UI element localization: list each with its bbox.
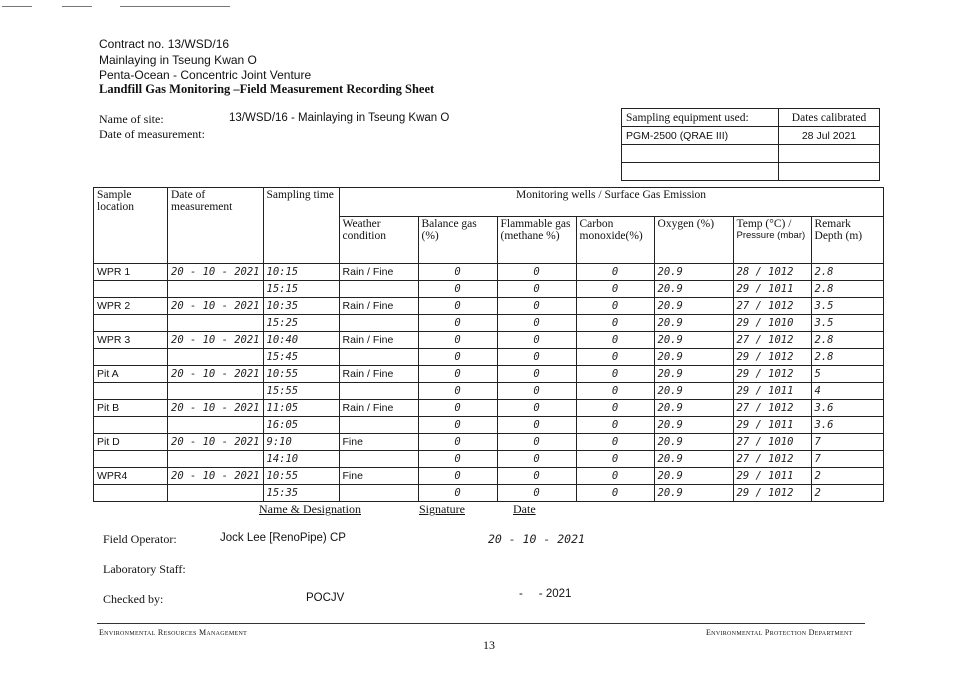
equipment-header: Sampling equipment used: bbox=[622, 109, 779, 127]
cell-flammable-gas: 0 bbox=[497, 281, 576, 298]
cell-balance-gas: 0 bbox=[418, 451, 497, 468]
cell-balance-gas: 0 bbox=[418, 315, 497, 332]
cell-time: 15:25 bbox=[263, 315, 339, 332]
cell-temp-pressure: 27 / 1012 bbox=[733, 451, 811, 468]
cell-depth: 2.8 bbox=[811, 349, 883, 366]
header-date: Date of measurement bbox=[168, 188, 264, 264]
table-row bbox=[94, 315, 884, 332]
cell-location bbox=[94, 485, 168, 502]
page-number: 13 bbox=[483, 638, 495, 652]
site-name-value: 13/WSD/16 - Mainlaying in Tseung Kwan O bbox=[229, 112, 450, 124]
equipment-value: PGM-2500 (QRAE III) bbox=[622, 127, 779, 145]
cell-time: 9:10 bbox=[263, 434, 339, 451]
cell-carbon-monoxide: 0 bbox=[576, 485, 654, 502]
cell-location: Pit B bbox=[94, 400, 168, 417]
cell-temp-pressure: 27 / 1012 bbox=[733, 332, 811, 349]
cell-oxygen: 20.9 bbox=[654, 417, 733, 434]
cell-date: 20 - 10 - 2021 bbox=[168, 298, 264, 315]
cell-location bbox=[94, 383, 168, 400]
cell-depth: 3.6 bbox=[811, 417, 883, 434]
header-balance-gas: Balance gas (%) bbox=[418, 217, 497, 264]
site-name-label: Name of site: bbox=[99, 112, 164, 126]
field-operator-date: 20 - 10 - 2021 bbox=[488, 532, 585, 546]
cell-balance-gas: 0 bbox=[418, 383, 497, 400]
table-row bbox=[94, 332, 884, 349]
cell-depth: 4 bbox=[811, 383, 883, 400]
cell-depth: 2.8 bbox=[811, 281, 883, 298]
cell-balance-gas: 0 bbox=[418, 281, 497, 298]
scan-mark bbox=[62, 6, 92, 7]
cell-time: 15:35 bbox=[263, 485, 339, 502]
header-flammable-gas: Flammable gas (methane %) bbox=[497, 217, 576, 264]
field-operator-name: Jock Lee [RenoPipe) CP bbox=[220, 532, 346, 544]
table-row bbox=[94, 298, 884, 315]
cell-flammable-gas: 0 bbox=[497, 298, 576, 315]
cell-balance-gas: 0 bbox=[418, 349, 497, 366]
cell-date bbox=[168, 281, 264, 298]
cell-location bbox=[94, 281, 168, 298]
cell-balance-gas: 0 bbox=[418, 264, 497, 281]
cell-location: WPR 3 bbox=[94, 332, 168, 349]
cell-flammable-gas: 0 bbox=[497, 349, 576, 366]
cell-weather: Rain / Fine bbox=[339, 400, 418, 417]
cell-location bbox=[94, 315, 168, 332]
cell-oxygen: 20.9 bbox=[654, 434, 733, 451]
cell-temp-pressure: 27 / 1012 bbox=[733, 298, 811, 315]
cell-carbon-monoxide: 0 bbox=[576, 264, 654, 281]
header-location: Sample location bbox=[94, 188, 168, 264]
cell-date bbox=[168, 485, 264, 502]
cell-flammable-gas: 0 bbox=[497, 485, 576, 502]
cell-temp-pressure: 27 / 1010 bbox=[733, 434, 811, 451]
laboratory-staff-label: Laboratory Staff: bbox=[103, 562, 186, 576]
cell-oxygen: 20.9 bbox=[654, 264, 733, 281]
equipment-table bbox=[621, 108, 880, 181]
cell-weather bbox=[339, 383, 418, 400]
cell-temp-pressure: 29 / 1012 bbox=[733, 349, 811, 366]
contract-number: Contract no. 13/WSD/16 bbox=[99, 37, 230, 51]
cell-oxygen: 20.9 bbox=[654, 349, 733, 366]
cell-temp-pressure: 29 / 1012 bbox=[733, 366, 811, 383]
cell-oxygen: 20.9 bbox=[654, 298, 733, 315]
cell-flammable-gas: 0 bbox=[497, 332, 576, 349]
checked-by-label: Checked by: bbox=[103, 592, 164, 606]
table-row bbox=[94, 383, 884, 400]
header-weather: Weather condition bbox=[339, 217, 418, 264]
cell-depth: 3.5 bbox=[811, 315, 883, 332]
cell-date bbox=[168, 349, 264, 366]
cell-carbon-monoxide: 0 bbox=[576, 315, 654, 332]
cell-weather: Fine bbox=[339, 434, 418, 451]
project-name: Mainlaying in Tseung Kwan O bbox=[99, 53, 257, 67]
header-group: Monitoring wells / Surface Gas Emission bbox=[339, 188, 883, 217]
empty-cell bbox=[779, 145, 880, 163]
cell-weather: Rain / Fine bbox=[339, 366, 418, 383]
cell-depth: 2 bbox=[811, 485, 883, 502]
cell-weather bbox=[339, 451, 418, 468]
cell-date: 20 - 10 - 2021 bbox=[168, 434, 264, 451]
cell-carbon-monoxide: 0 bbox=[576, 434, 654, 451]
cell-weather: Rain / Fine bbox=[339, 264, 418, 281]
cell-time: 10:15 bbox=[263, 264, 339, 281]
cell-weather bbox=[339, 315, 418, 332]
cell-flammable-gas: 0 bbox=[497, 468, 576, 485]
date-header: Date bbox=[513, 502, 536, 516]
table-row bbox=[94, 485, 884, 502]
cell-location: Pit D bbox=[94, 434, 168, 451]
cell-carbon-monoxide: 0 bbox=[576, 366, 654, 383]
table-row bbox=[94, 400, 884, 417]
cell-time: 11:05 bbox=[263, 400, 339, 417]
header-temp-pressure bbox=[733, 217, 811, 264]
cell-oxygen: 20.9 bbox=[654, 332, 733, 349]
table-row bbox=[94, 349, 884, 366]
empty-cell bbox=[779, 163, 880, 181]
cell-location bbox=[94, 417, 168, 434]
calibrated-value: 28 Jul 2021 bbox=[779, 127, 880, 145]
cell-date bbox=[168, 315, 264, 332]
cell-balance-gas: 0 bbox=[418, 417, 497, 434]
table-row bbox=[94, 366, 884, 383]
cell-temp-pressure: 29 / 1010 bbox=[733, 315, 811, 332]
cell-time: 10:35 bbox=[263, 298, 339, 315]
cell-weather bbox=[339, 485, 418, 502]
cell-time: 10:55 bbox=[263, 468, 339, 485]
cell-location: WPR 2 bbox=[94, 298, 168, 315]
cell-date bbox=[168, 451, 264, 468]
measurement-table bbox=[93, 187, 884, 502]
name-designation-header: Name & Designation bbox=[259, 502, 361, 516]
cell-depth: 3.6 bbox=[811, 400, 883, 417]
cell-balance-gas: 0 bbox=[418, 485, 497, 502]
measurement-date-label: Date of measurement: bbox=[99, 127, 205, 141]
cell-date bbox=[168, 383, 264, 400]
cell-depth: 3.5 bbox=[811, 298, 883, 315]
table-row bbox=[94, 434, 884, 451]
table-row bbox=[94, 468, 884, 485]
cell-balance-gas: 0 bbox=[418, 468, 497, 485]
cell-balance-gas: 0 bbox=[418, 332, 497, 349]
table-row bbox=[94, 264, 884, 281]
cell-weather bbox=[339, 349, 418, 366]
cell-temp-pressure: 27 / 1012 bbox=[733, 400, 811, 417]
cell-carbon-monoxide: 0 bbox=[576, 349, 654, 366]
cell-oxygen: 20.9 bbox=[654, 485, 733, 502]
cell-time: 15:45 bbox=[263, 349, 339, 366]
cell-flammable-gas: 0 bbox=[497, 366, 576, 383]
checked-by-name: POCJV bbox=[306, 592, 345, 604]
cell-oxygen: 20.9 bbox=[654, 383, 733, 400]
cell-flammable-gas: 0 bbox=[497, 264, 576, 281]
cell-temp-pressure: 29 / 1011 bbox=[733, 383, 811, 400]
header-carbon-monoxide: Carbon monoxide(%) bbox=[576, 217, 654, 264]
cell-carbon-monoxide: 0 bbox=[576, 451, 654, 468]
cell-weather bbox=[339, 417, 418, 434]
cell-date: 20 - 10 - 2021 bbox=[168, 400, 264, 417]
footer-right: Environmental Protection Department bbox=[706, 628, 853, 637]
contractor-name: Penta-Ocean - Concentric Joint Venture bbox=[99, 68, 312, 82]
cell-depth: 5 bbox=[811, 366, 883, 383]
cell-depth: 2.8 bbox=[811, 264, 883, 281]
cell-carbon-monoxide: 0 bbox=[576, 332, 654, 349]
empty-cell bbox=[622, 145, 779, 163]
cell-weather: Fine bbox=[339, 468, 418, 485]
cell-location bbox=[94, 451, 168, 468]
cell-date: 20 - 10 - 2021 bbox=[168, 468, 264, 485]
table-row bbox=[94, 281, 884, 298]
cell-oxygen: 20.9 bbox=[654, 281, 733, 298]
header-time: Sampling time bbox=[263, 188, 339, 264]
field-operator-label: Field Operator: bbox=[103, 532, 177, 546]
cell-depth: 2 bbox=[811, 468, 883, 485]
cell-carbon-monoxide: 0 bbox=[576, 383, 654, 400]
cell-weather: Rain / Fine bbox=[339, 298, 418, 315]
cell-location bbox=[94, 349, 168, 366]
table-row bbox=[94, 417, 884, 434]
cell-date bbox=[168, 417, 264, 434]
cell-time: 14:10 bbox=[263, 451, 339, 468]
cell-oxygen: 20.9 bbox=[654, 366, 733, 383]
cell-depth: 7 bbox=[811, 434, 883, 451]
cell-carbon-monoxide: 0 bbox=[576, 400, 654, 417]
header-temp: Temp (°C) / bbox=[736, 218, 792, 230]
scan-mark bbox=[120, 6, 230, 7]
cell-location: WPR 1 bbox=[94, 264, 168, 281]
cell-time: 10:40 bbox=[263, 332, 339, 349]
checked-by-date: - - 2021 bbox=[519, 588, 572, 600]
cell-date: 20 - 10 - 2021 bbox=[168, 366, 264, 383]
cell-carbon-monoxide: 0 bbox=[576, 281, 654, 298]
cell-time: 10:55 bbox=[263, 366, 339, 383]
scan-mark bbox=[2, 6, 32, 7]
cell-oxygen: 20.9 bbox=[654, 315, 733, 332]
cell-carbon-monoxide: 0 bbox=[576, 298, 654, 315]
cell-time: 16:05 bbox=[263, 417, 339, 434]
calibrated-header: Dates calibrated bbox=[779, 109, 880, 127]
cell-time: 15:55 bbox=[263, 383, 339, 400]
empty-cell bbox=[622, 163, 779, 181]
cell-carbon-monoxide: 0 bbox=[576, 417, 654, 434]
measurement-rows bbox=[94, 264, 884, 502]
signature-header: Signature bbox=[419, 502, 465, 516]
sheet-title: Landfill Gas Monitoring –Field Measurement Recording Sheet bbox=[99, 82, 435, 96]
header-remark-depth: Remark Depth (m) bbox=[811, 217, 883, 264]
cell-oxygen: 20.9 bbox=[654, 451, 733, 468]
cell-location: WPR4 bbox=[94, 468, 168, 485]
cell-balance-gas: 0 bbox=[418, 434, 497, 451]
cell-date: 20 - 10 - 2021 bbox=[168, 332, 264, 349]
cell-depth: 2.8 bbox=[811, 332, 883, 349]
cell-balance-gas: 0 bbox=[418, 366, 497, 383]
cell-flammable-gas: 0 bbox=[497, 315, 576, 332]
cell-weather bbox=[339, 281, 418, 298]
cell-temp-pressure: 29 / 1011 bbox=[733, 417, 811, 434]
cell-temp-pressure: 29 / 1012 bbox=[733, 485, 811, 502]
header-oxygen: Oxygen (%) bbox=[654, 217, 733, 264]
cell-flammable-gas: 0 bbox=[497, 400, 576, 417]
cell-carbon-monoxide: 0 bbox=[576, 468, 654, 485]
cell-flammable-gas: 0 bbox=[497, 417, 576, 434]
footer-left: Environmental Resources Management bbox=[99, 628, 248, 637]
cell-oxygen: 20.9 bbox=[654, 468, 733, 485]
cell-time: 15:15 bbox=[263, 281, 339, 298]
cell-temp-pressure: 29 / 1011 bbox=[733, 281, 811, 298]
cell-weather: Rain / Fine bbox=[339, 332, 418, 349]
header-pressure: Pressure (mbar) bbox=[736, 230, 806, 241]
cell-balance-gas: 0 bbox=[418, 400, 497, 417]
cell-temp-pressure: 28 / 1012 bbox=[733, 264, 811, 281]
table-row bbox=[94, 451, 884, 468]
cell-oxygen: 20.9 bbox=[654, 400, 733, 417]
footer-rule bbox=[97, 623, 865, 624]
cell-depth: 7 bbox=[811, 451, 883, 468]
cell-flammable-gas: 0 bbox=[497, 383, 576, 400]
cell-location: Pit A bbox=[94, 366, 168, 383]
cell-flammable-gas: 0 bbox=[497, 451, 576, 468]
cell-flammable-gas: 0 bbox=[497, 434, 576, 451]
cell-temp-pressure: 29 / 1011 bbox=[733, 468, 811, 485]
cell-date: 20 - 10 - 2021 bbox=[168, 264, 264, 281]
cell-balance-gas: 0 bbox=[418, 298, 497, 315]
